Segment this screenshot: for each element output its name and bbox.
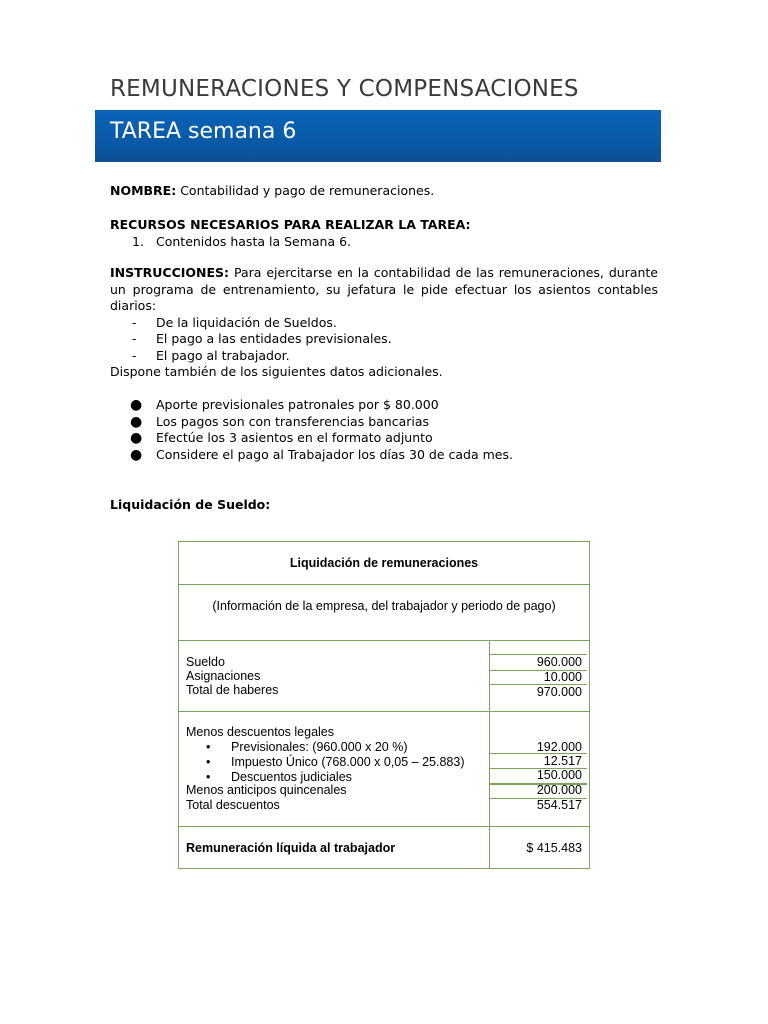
recursos-label: RECURSOS NECESARIOS PARA REALIZAR LA TAREA: xyxy=(110,217,471,232)
bullet-icon: ● xyxy=(130,446,143,463)
haber-label: Sueldo xyxy=(186,655,225,669)
adicional-text: Efectúe los 3 asientos en el formato adjunto xyxy=(156,430,433,445)
haber-label: Asignaciones xyxy=(186,669,261,683)
adicional-item xyxy=(110,430,658,447)
anticipos-amount: 200.000 xyxy=(536,783,582,797)
nombre-label: NOMBRE: xyxy=(110,183,177,198)
descuento-label: • Descuentos judiciales xyxy=(206,770,352,784)
descuento-amount: 150.000 xyxy=(536,768,582,782)
instruccion-item: - El pago al trabajador. xyxy=(132,347,290,363)
adicional-item xyxy=(110,447,658,464)
table-subtitle: (Información de la empresa, del trabajador y periodo de pago) xyxy=(212,599,556,613)
instruccion-text: El pago al trabajador. xyxy=(156,347,290,363)
haber-amount: 960.000 xyxy=(536,655,582,669)
haber-label: Total de haberes xyxy=(186,683,279,697)
descuento-amount: 12.517 xyxy=(543,754,582,768)
liquida-label: Remuneración líquida al trabajador xyxy=(186,841,396,855)
bullet-icon: ● xyxy=(130,430,143,446)
instruccion-text: De la liquidación de Sueldos. xyxy=(156,314,337,330)
nombre-line xyxy=(110,183,658,200)
instruccion-text: El pago a las entidades previsionales. xyxy=(156,331,392,346)
instruccion-item: - El pago a las entidades previsionales. xyxy=(132,331,392,346)
descuento-amount: 192.000 xyxy=(536,740,582,754)
anticipos-label: Menos anticipos quincenales xyxy=(186,783,347,797)
section-divider xyxy=(179,826,589,827)
recursos-section xyxy=(110,217,658,250)
descuento-label: • Impuesto Único (768.000 x 0,05 – 25.883) xyxy=(206,755,465,769)
table-title: Liquidación de remuneraciones xyxy=(289,556,479,570)
total-descuentos-label: Total descuentos xyxy=(186,798,280,812)
adicionales-list xyxy=(110,397,658,463)
section-divider xyxy=(179,711,589,712)
instrucciones-text: Para ejercitarse en la contabilidad de las remuneraciones, durante un programa de entrenamiento, su jefatura le pide efectuar los asientos contables diarios: xyxy=(110,265,659,313)
bullet-icon: ● xyxy=(130,397,143,413)
adicionales-intro: Dispone también de los siguientes datos adicionales. xyxy=(110,364,443,379)
instrucciones-section xyxy=(110,265,658,364)
haber-amount: 10.000 xyxy=(543,670,582,684)
haber-amount: 970.000 xyxy=(536,685,582,699)
liquidacion-heading: Liquidación de Sueldo: xyxy=(110,497,271,512)
item-number: 1. xyxy=(132,233,144,249)
adicional-item xyxy=(110,397,658,414)
instruccion-item: - De la liquidación de Sueldos. xyxy=(132,314,337,330)
adicional-text: Los pagos son con transferencias bancarias xyxy=(156,413,430,429)
adicional-item xyxy=(110,414,658,431)
document-title: REMUNERACIONES Y COMPENSACIONES xyxy=(110,76,579,102)
task-banner xyxy=(95,110,661,162)
descuentos-heading: Menos descuentos legales xyxy=(186,725,335,739)
item-text: Contenidos hasta la Semana 6. xyxy=(156,233,352,249)
table-subtitle-row xyxy=(179,584,589,641)
nombre-value: Contabilidad y pago de remuneraciones. xyxy=(180,183,435,198)
instrucciones-label: INSTRUCCIONES: xyxy=(110,265,230,280)
banner-title: TAREA semana 6 xyxy=(110,119,297,144)
table-title-row xyxy=(179,542,589,585)
descuento-label: • Previsionales: (960.000 x 20 %) xyxy=(206,740,408,754)
recursos-item xyxy=(110,234,658,251)
bullet-icon: ● xyxy=(130,413,143,430)
liquida-amount: $ 415.483 xyxy=(526,841,582,855)
total-descuentos-amount: 554.517 xyxy=(536,798,582,812)
adicional-text: Aporte previsionales patronales por $ 80.000 xyxy=(156,397,439,412)
liquidacion-table xyxy=(178,541,590,869)
instrucciones-paragraph xyxy=(110,265,658,315)
adicional-text: Considere el pago al Trabajador los días 30 de cada mes. xyxy=(156,446,513,462)
